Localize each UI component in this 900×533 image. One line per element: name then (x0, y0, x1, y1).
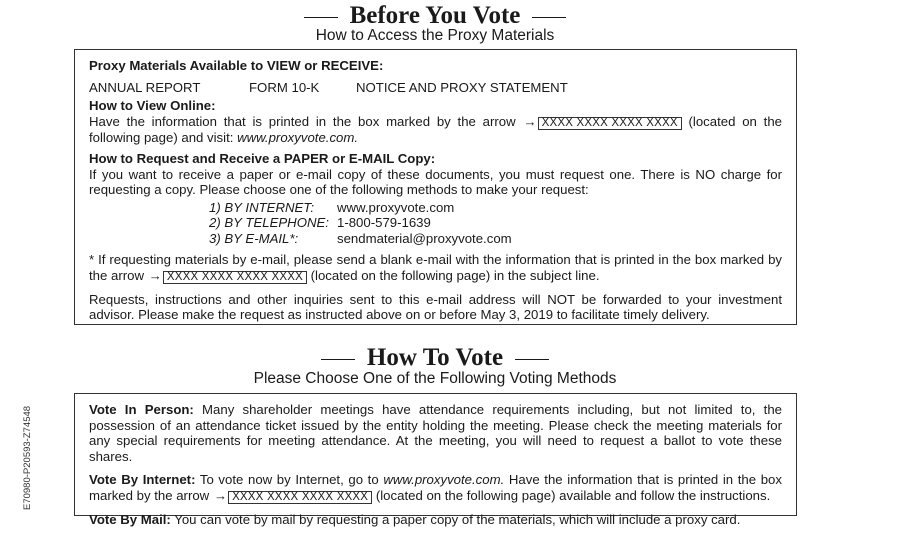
method-value: sendmaterial@proxyvote.com (337, 230, 512, 246)
heading-rule-left (304, 17, 338, 18)
footnote-text-2: (located on the following page) in the subject line. (310, 267, 600, 283)
method-label: 3) BY E-MAIL*: (209, 230, 299, 246)
vote-by-internet (89, 472, 782, 504)
vote-internet-url: www.proxyvote.com. (383, 472, 505, 487)
control-number-box: XXXX XXXX XXXX XXXX (163, 271, 307, 284)
vote-internet-text-1: To vote now by Internet, go to (199, 472, 379, 487)
request-methods (209, 200, 782, 247)
online-url: www.proxyvote.com. (237, 129, 359, 145)
email-footnote (89, 252, 782, 284)
vote-by-mail (89, 512, 782, 528)
before-you-vote-subtitle: How to Access the Proxy Materials (315, 27, 555, 44)
voting-methods-box (74, 393, 797, 527)
method-value: www.proxyvote.com (337, 199, 455, 215)
online-text-1: Have the information that is printed in the box marked by the arrow (89, 113, 516, 129)
proxy-materials-box (74, 49, 797, 325)
doc-proxy-statement: NOTICE AND PROXY STATEMENT (356, 79, 568, 95)
method-label: 1) BY INTERNET: (209, 199, 315, 215)
vote-by-internet-label: Vote By Internet: (89, 472, 196, 487)
footnote-text-1: * If requesting materials by e-mail, please send a blank e-mail with the information that is printed in the box marked by the arrow (89, 252, 782, 283)
arrow-icon: → (213, 487, 228, 503)
method-email (209, 231, 782, 247)
document-list (89, 80, 782, 96)
vote-in-person-label: Vote In Person: (89, 402, 194, 417)
request-text: If you want to receive a paper or e-mail copy of these documents, you must request one. There is NO charge for requesting a copy. Please choose one of the following methods to make your request: (89, 166, 782, 197)
how-to-vote-subtitle: Please Choose One of the Following Voting Methods (253, 370, 617, 387)
document-code: E70980-P20593-Z74548 (22, 405, 33, 510)
method-internet (209, 200, 782, 216)
arrow-icon: → (148, 267, 162, 283)
online-text-2: (located on the following page) and visit: (89, 113, 782, 145)
vote-in-person-text: Many shareholder meetings have attendance requirements including, but not limited to, the possession of an attendance ticket issued by the entity holding the meeting. Please check the meeting materials for any special requirements for meeting attendance. At the meeting, you will need to request a ballot to vote these shares. (89, 402, 783, 464)
control-number-box: XXXX XXXX XXXX XXXX (538, 117, 682, 130)
how-to-vote-heading (0, 344, 870, 372)
forwarding-notice: Requests, instructions and other inquiries sent to this e-mail address will NOT be forwarded to your investment advisor. Please make the request as instructed above on or before May 3, 2019 to facilitate timely delivery. (89, 291, 782, 322)
materials-heading: Proxy Materials Available to VIEW or RECEIVE: (89, 58, 384, 73)
vote-in-person (89, 402, 782, 464)
method-telephone (209, 215, 782, 231)
doc-form-10k: FORM 10-K (249, 79, 320, 95)
heading-rule-right (515, 359, 549, 360)
vote-internet-text-3: (located on the following page) available and follow the instructions. (375, 487, 771, 503)
request-heading: How to Request and Receive a PAPER or E-MAIL Copy: (89, 151, 436, 166)
method-value: 1-800-579-1639 (337, 215, 431, 230)
vote-by-mail-text: You can vote by mail by requesting a paper copy of the materials, which will include a proxy card. (174, 511, 741, 527)
vote-by-mail-label: Vote By Mail: (89, 511, 171, 527)
control-number-box: XXXX XXXX XXXX XXXX (228, 491, 372, 504)
heading-rule-left (321, 359, 355, 360)
how-to-vote-title: How To Vote (366, 344, 504, 371)
before-you-vote-title: Before You Vote (349, 2, 521, 29)
before-you-vote-heading (0, 2, 870, 30)
online-heading: How to View Online: (89, 98, 216, 113)
vote-internet-text-2: Have the information that is printed in the box marked by the arrow (89, 472, 782, 503)
arrow-icon: → (523, 113, 537, 129)
heading-rule-right (532, 17, 566, 18)
online-text (89, 114, 782, 146)
method-label: 2) BY TELEPHONE: (209, 215, 329, 230)
doc-annual-report: ANNUAL REPORT (89, 79, 201, 95)
